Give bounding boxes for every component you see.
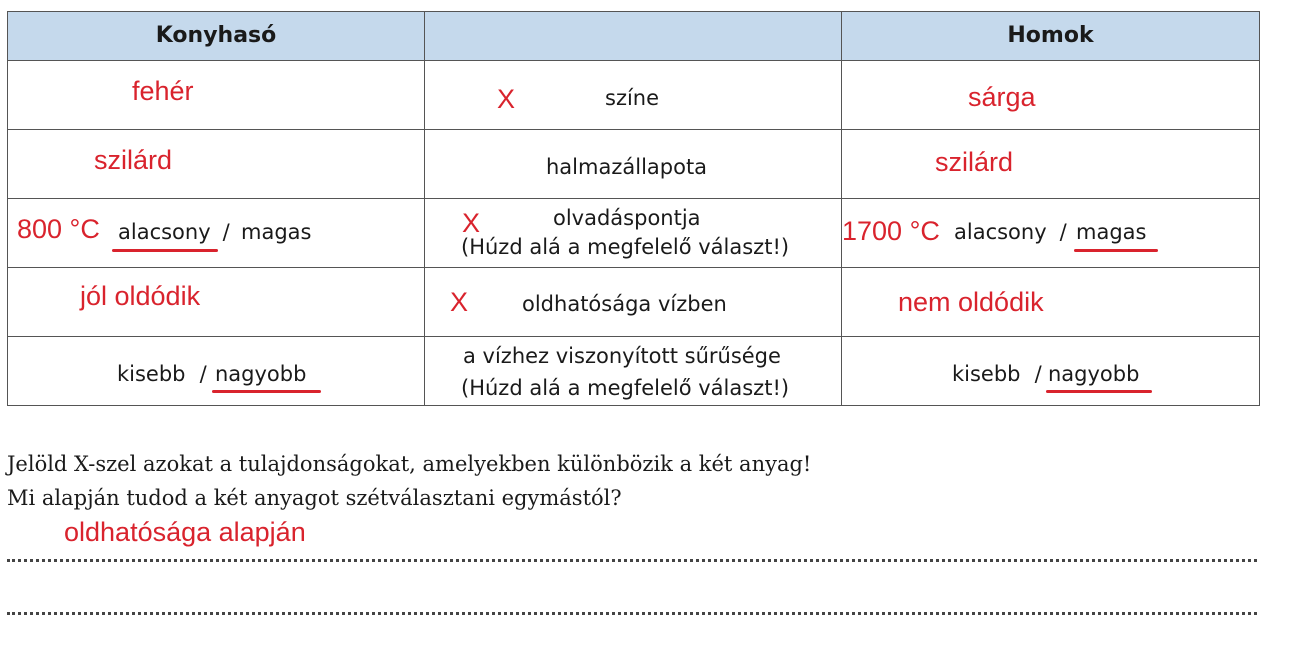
underline-mark [212, 390, 321, 393]
x-mark: X [450, 287, 469, 317]
answer-text: fehér [132, 76, 194, 106]
option-kisebb: kisebb [952, 362, 1021, 386]
property-label: olvadáspontja [553, 206, 701, 230]
property-label: oldhatósága vízben [522, 292, 727, 316]
underline-mark [1046, 390, 1152, 393]
header-homok: Homok [842, 12, 1260, 61]
cell-right [842, 130, 1260, 199]
answer-text: nem oldódik [898, 287, 1044, 317]
property-note: (Húzd alá a megfelelő választ!) [461, 235, 790, 259]
property-note: (Húzd alá a megfelelő választ!) [461, 376, 790, 400]
option-alacsony: alacsony [118, 220, 211, 244]
cell-middle [425, 268, 842, 337]
cell-left [8, 337, 425, 406]
table-row [8, 130, 1260, 199]
table-row [8, 61, 1260, 130]
property-label: színe [605, 86, 660, 110]
property-label: a vízhez viszonyított sűrűsége [463, 344, 781, 368]
option-separator: / [1053, 220, 1074, 244]
table-row [8, 199, 1260, 268]
cell-right [842, 268, 1260, 337]
x-mark: X [462, 208, 481, 238]
cell-left [8, 61, 425, 130]
table-header-row [8, 12, 1260, 61]
cell-right [842, 61, 1260, 130]
option-alacsony: alacsony [954, 220, 1047, 244]
cell-left [8, 268, 425, 337]
cell-right [842, 337, 1260, 406]
option-kisebb: kisebb [117, 362, 186, 386]
underline-mark [112, 249, 218, 252]
answer-text: 1700 °C [842, 216, 940, 246]
property-label: halmazállapota [546, 155, 708, 179]
answer-text: sárga [968, 82, 1036, 112]
answer-text: 800 °C [17, 214, 100, 244]
option-magas: magas [1076, 220, 1147, 244]
option-separator: / [193, 362, 214, 386]
option-nagyobb: nagyobb [1048, 362, 1140, 386]
table-row [8, 268, 1260, 337]
cell-left [8, 130, 425, 199]
answer-text: szilárd [94, 145, 173, 175]
option-separator: / [216, 220, 237, 244]
comparison-table [7, 11, 1260, 406]
instruction-line-1: Jelöld X-szel azokat a tulajdonságokat, amelyekben különbözik a két anyag! [7, 452, 812, 476]
answer-line-2 [7, 612, 1257, 615]
cell-middle [425, 61, 842, 130]
x-mark: X [497, 84, 516, 114]
option-magas: magas [241, 220, 312, 244]
answer-line-1 [7, 559, 1257, 562]
cell-middle [425, 337, 842, 406]
underline-mark [1074, 249, 1158, 252]
header-property [425, 12, 842, 61]
cell-middle [425, 199, 842, 268]
instruction-line-2: Mi alapján tudod a két anyagot szétválasztani egymástól? [7, 486, 622, 510]
answer-text: jól oldódik [80, 281, 201, 311]
answer-text: szilárd [935, 147, 1014, 177]
cell-middle [425, 130, 842, 199]
option-separator: / [1028, 362, 1049, 386]
cell-left [8, 199, 425, 268]
table-row [8, 337, 1260, 406]
option-nagyobb: nagyobb [215, 362, 307, 386]
handwritten-answer: oldhatósága alapján [64, 517, 306, 547]
cell-right [842, 199, 1260, 268]
header-konyhaso: Konyhasó [8, 12, 425, 61]
